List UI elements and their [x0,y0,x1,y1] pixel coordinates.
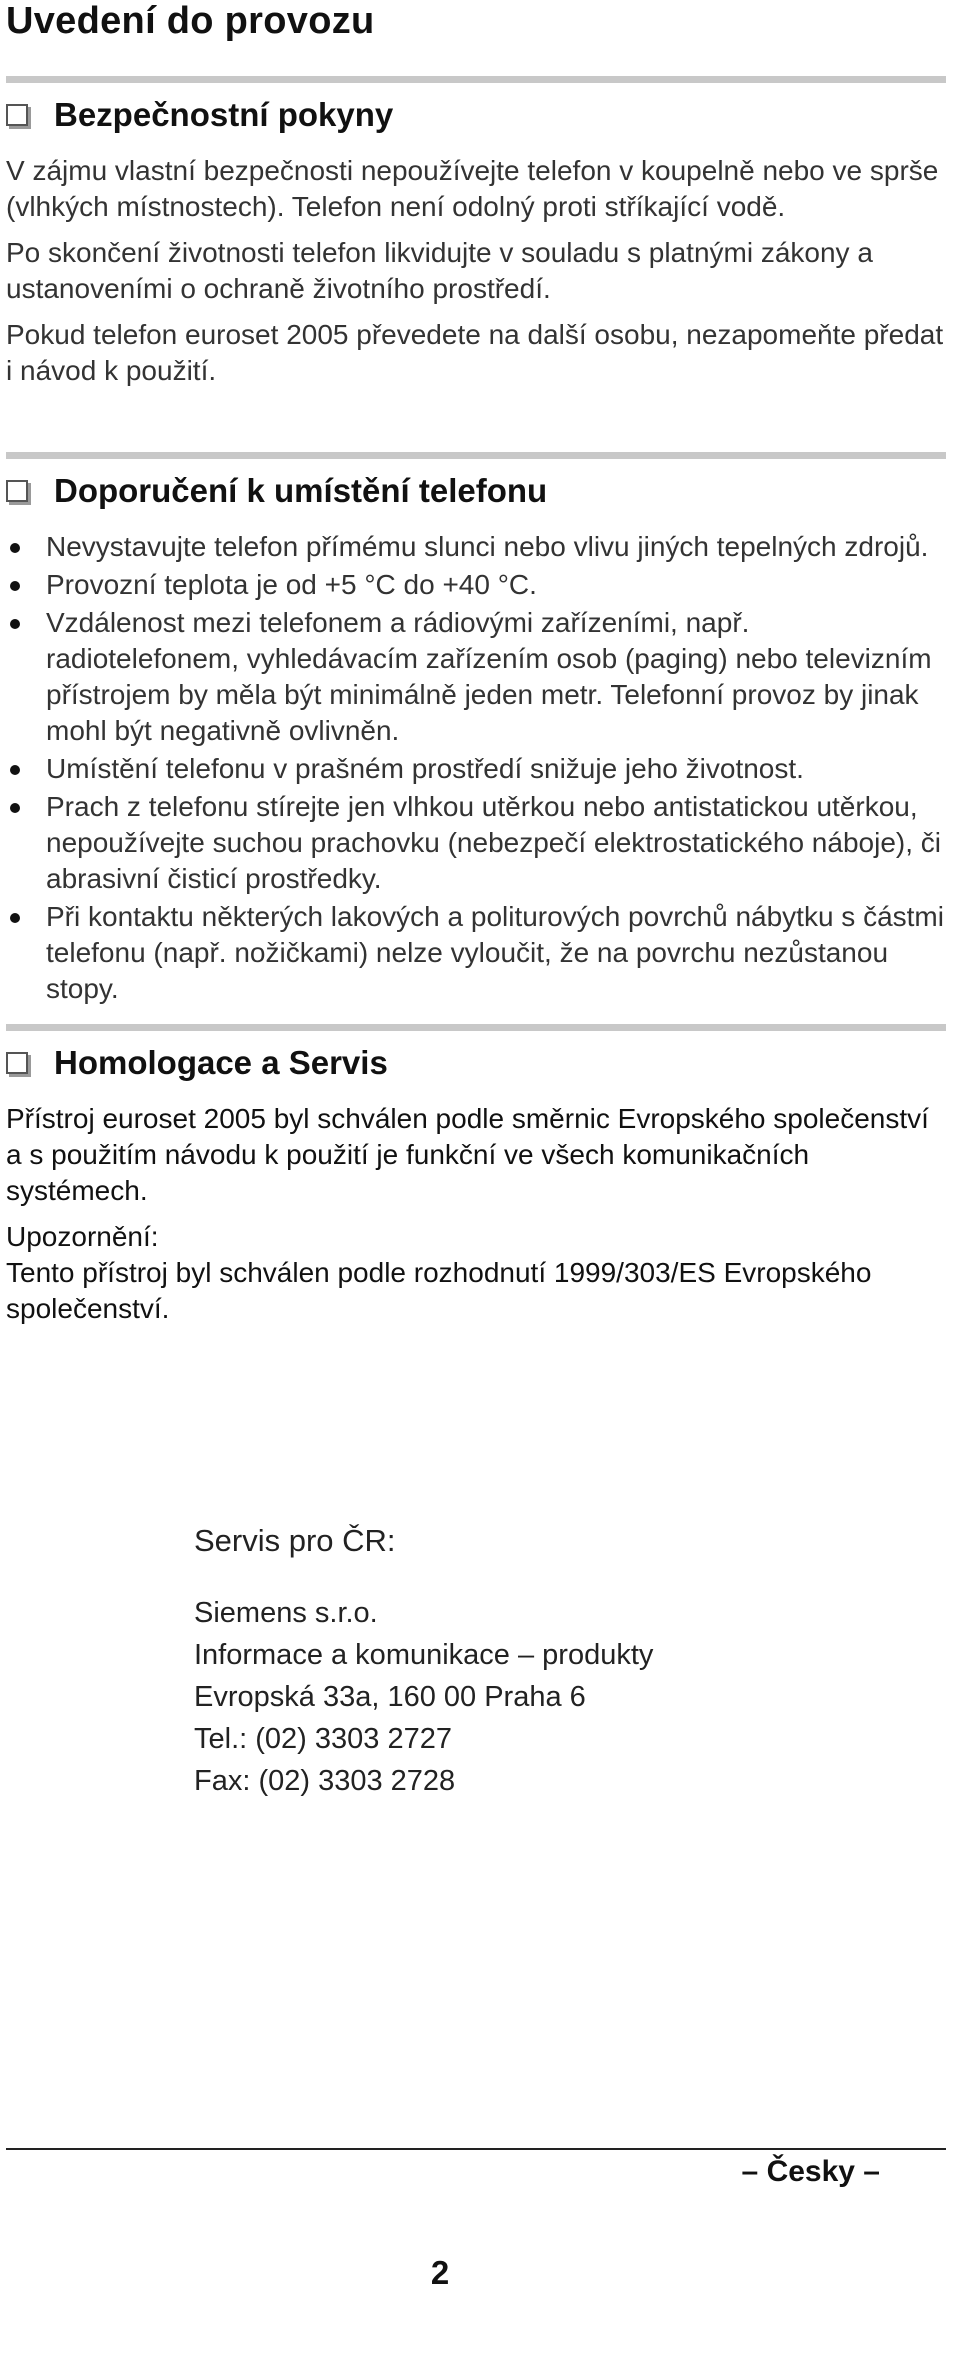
safety-paragraph-1: V zájmu vlastní bezpečnosti nepoužívejte telefon v koupelně nebo ve sprše (vlhkých místnostech). Telefon není odolný proti stříkající vodě. [6,155,939,222]
list-item: Vzdálenost mezi telefonem a rádiovými zařízeními, např. radiotelefonem, vyhledávacím zařízením osob (paging) nebo televizním přístrojem by měla být minimálně jeden metr. Telefonní provoz by jinak mohl být negativně ovlivněn. [6,605,946,749]
safety-paragraph-2: Po skončení životnosti telefon likvidujte v souladu s platnými zákony a ustanoveními o ochraně životního prostředí. [6,237,873,304]
service-label: Servis pro ČR: [194,1523,396,1558]
section-rule [6,452,946,459]
section-safety [6,76,946,399]
section-rule [6,76,946,83]
section-rule [6,1024,946,1031]
service-company: Siemens s.r.o. [194,1597,378,1629]
checkbox-icon [6,104,28,126]
list-item: Při kontaktu některých lakových a politurových povrchů nábytku s částmi telefonu (např. nožičkami) nelze vyloučit, že na povrchu nezůstanou stopy. [6,899,946,1007]
checkbox-icon [6,480,28,502]
footer-rule [6,2148,946,2150]
checkbox-icon [6,1052,28,1074]
placement-heading-text: Doporučení k umístění telefonu [54,472,548,509]
service-address: Evropská 33a, 160 00 Praha 6 [194,1681,586,1713]
notice-label: Upozornění: [6,1221,159,1252]
placement-list [6,529,946,1007]
list-item: Umístění telefonu v prašném prostředí snižuje jeho životnost. [6,751,946,787]
notice-text: Tento přístroj byl schválen podle rozhodnutí 1999/303/ES Evropského společenství. [6,1257,872,1324]
safety-heading-text: Bezpečnostní pokyny [54,96,394,133]
safety-paragraph-3: Pokud telefon euroset 2005 převedete na další osobu, nezapomeňte předat i návod k použití. [6,319,944,386]
section-heading-placement [6,471,946,511]
service-fax: Fax: (02) 3303 2728 [194,1765,456,1797]
homologation-paragraph: Přístroj euroset 2005 byl schválen podle směrnic Evropského společenství a s použitím návodu k použití je funkční ve všech komunikačních systémech. [6,1103,929,1206]
service-phone: Tel.: (02) 3303 2727 [194,1723,452,1755]
homologation-heading-text: Homologace a Servis [54,1044,388,1081]
service-department: Informace a komunikace – produkty [194,1639,654,1671]
section-heading-homologation [6,1043,946,1083]
language-label: – Česky – [741,2155,880,2188]
section-placement [6,452,946,1009]
page-title: Uvedení do provozu [6,0,375,42]
service-contact [194,1520,653,1802]
list-item: Provozní teplota je od +5 °C do +40 °C. [6,567,946,603]
section-homologation [6,1024,946,1337]
list-item: Nevystavujte telefon přímému slunci nebo vlivu jiných tepelných zdrojů. [6,529,946,565]
page-number: 2 [430,2254,450,2291]
section-heading-safety [6,95,946,135]
list-item: Prach z telefonu stírejte jen vlhkou utěrkou nebo antistatickou utěrkou, nepoužívejte suchou prachovku (nebezpečí elektrostatického náboje), či abrasivní čisticí prostředky. [6,789,946,897]
